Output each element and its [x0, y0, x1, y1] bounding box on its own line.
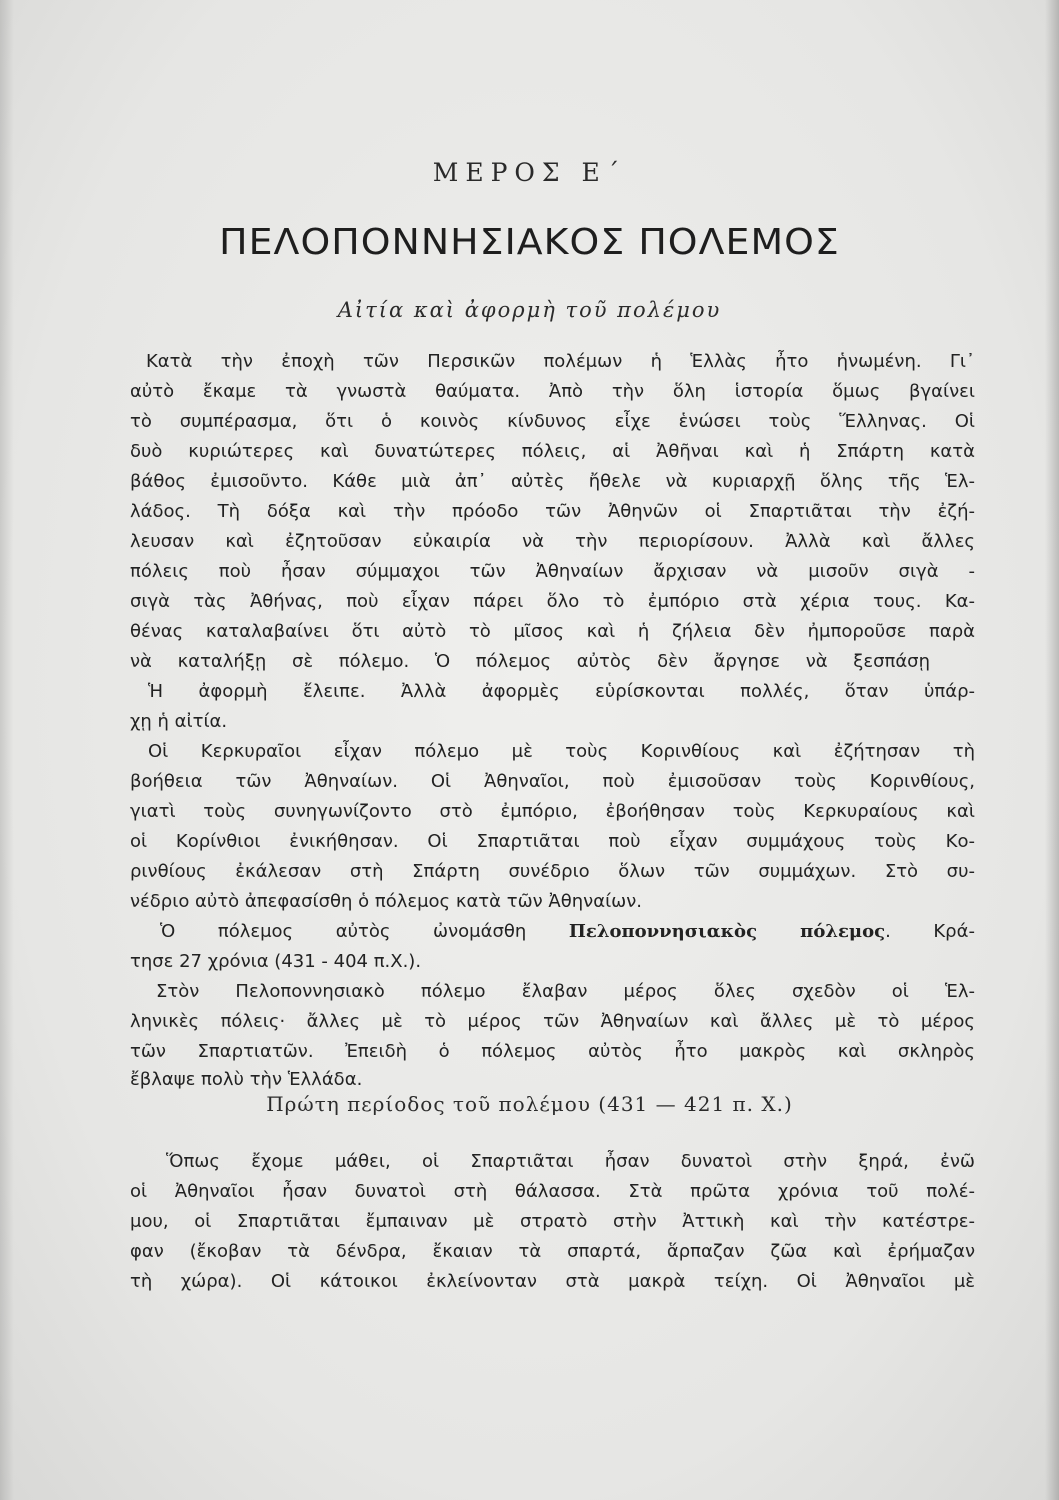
text-line: ἔβλαψε πολὺ τὴν Ἑλλάδα. — [130, 1069, 363, 1090]
text-line: τὸ συμπέρασμα, ὅτι ὁ κοινὸς κίνδυνος εἶχε ἑνώσει τοὺς Ἕλληνας. Οἱ — [130, 411, 975, 432]
text-line: Κατὰ τὴν ἐποχὴ τῶν Περσικῶν πολέμων ἡ Ἑλλὰς ἦτο ἡνωμένη. Γι᾿ — [146, 351, 975, 372]
text-line: βάθος ἐμισοῦντο. Κάθε μιὰ ἀπ᾿ αὐτὲς ἤθελε νὰ κυριαρχῇ ὅλης τῆς Ἑλ- — [130, 471, 975, 492]
text-line: νὰ καταλήξῃ σὲ πόλεμο. Ὁ πόλεμος αὐτὸς δὲν ἄργησε νὰ ξεσπάσῃ — [130, 651, 930, 672]
text-line: γιατὶ τοὺς συνηγωνίζοντο στὸ ἐμπόριο, ἐβοήθησαν τοὺς Κερκυραίους καὶ — [130, 801, 975, 822]
text-line: λευσαν καὶ ἐζητοῦσαν εὐκαιρία νὰ τὴν περιορίσουν. Ἀλλὰ καὶ ἄλλες — [130, 531, 975, 552]
text-line: λάδος. Τὴ δόξα καὶ τὴν πρόοδο τῶν Ἀθηνῶν οἱ Σπαρτιᾶται τὴν ἐζή- — [130, 501, 975, 522]
text-line: τῶν Σπαρτιατῶν. Ἐπειδὴ ὁ πόλεμος αὐτὸς ἦτο μακρὸς καὶ σκληρὸς — [130, 1041, 975, 1062]
text-line: δυὸ κυριώτερες καὶ δυνατώτερες πόλεις, αἱ Ἀθῆναι καὶ ἡ Σπάρτη κατὰ — [130, 441, 975, 462]
text-line: σιγὰ τὰς Ἀθήνας, ποὺ εἶχαν πάρει ὅλο τὸ ἐμπόριο στὰ χέρια τους. Κα- — [130, 591, 975, 612]
section-title: Πρώτη περίοδος τοῦ πολέμου (431 — 421 π. Χ.) — [266, 1092, 793, 1116]
text-line: αὐτὸ ἔκαμε τὰ γνωστὰ θαύματα. Ἀπὸ τὴν ὅλη ἱστορία ὅμως βγαίνει — [130, 381, 975, 402]
text-line: οἱ Ἀθηναῖοι ἦσαν δυνατοὶ στὴ θάλασσα. Στὰ πρῶτα χρόνια τοῦ πολέ- — [130, 1181, 975, 1202]
text-line: τησε 27 χρόνια (431 - 404 π.Χ.). — [130, 951, 422, 972]
war-name: Πελοποννησιακὸς πόλεμος — [568, 921, 886, 942]
text-line: οἱ Κορίνθιοι ἐνικήθησαν. Οἱ Σπαρτιᾶται ποὺ εἶχαν συμμάχους τοὺς Κο- — [130, 831, 975, 852]
text-line: μου, οἱ Σπαρτιᾶται ἔμπαιναν μὲ στρατὸ στὴν Ἀττικὴ καὶ τὴν κατέστρε- — [130, 1211, 975, 1232]
text-line: τὴ χώρα). Οἱ κάτοικοι ἐκλείνονταν στὰ μακρὰ τείχη. Οἱ Ἀθηναῖοι μὲ — [130, 1271, 975, 1292]
text-line: νέδριο αὐτὸ ἀπεφασίσθη ὁ πόλεμος κατὰ τῶν Ἀθηναίων. — [130, 891, 643, 912]
text-line: χῃ ἡ αἰτία. — [130, 711, 228, 732]
text-line: θένας καταλαβαίνει ὅτι αὐτὸ τὸ μῖσος καὶ ἡ ζήλεια δὲν ἠμποροῦσε παρὰ — [130, 621, 975, 642]
text-line-named — [160, 920, 975, 944]
text-line: Ὅπως ἔχομε μάθει, οἱ Σπαρτιᾶται ἦσαν δυνατοὶ στὴν ξηρά, ἐνῶ — [166, 1151, 975, 1172]
text-line: ληνικὲς πόλεις· ἄλλες μὲ τὸ μέρος τῶν Ἀθηναίων καὶ ἄλλες μὲ τὸ μέρος — [130, 1011, 975, 1032]
text-line: ρινθίους ἐκάλεσαν στὴ Σπάρτη συνέδριο ὅλων τῶν συμμάχων. Στὸ συ- — [130, 861, 975, 882]
part-label: ΜΕΡΟΣ Ε΄ — [432, 158, 627, 187]
named-line-suffix: . Κρά- — [885, 921, 975, 942]
text-line: Οἱ Κερκυραῖοι εἶχαν πόλεμο μὲ τοὺς Κορινθίους καὶ ἐζήτησαν τὴ — [148, 741, 975, 762]
text-line: πόλεις ποὺ ἦσαν σύμμαχοι τῶν Ἀθηναίων ἄρχισαν νὰ μισοῦν σιγὰ - — [130, 561, 975, 582]
text-line: φαν (ἔκοβαν τὰ δένδρα, ἔκαιαν τὰ σπαρτά, ἅρπαζαν ζῶα καὶ ἐρήμαζαν — [130, 1241, 975, 1262]
text-line: Ἡ ἀφορμὴ ἔλειπε. Ἀλλὰ ἀφορμὲς εὑρίσκονται πολλές, ὅταν ὑπάρ- — [148, 681, 975, 702]
text-line: βοήθεια τῶν Ἀθηναίων. Οἱ Ἀθηναῖοι, ποὺ ἐμισοῦσαν τοὺς Κορινθίους, — [130, 771, 975, 792]
text-line: Στὸν Πελοποννησιακὸ πόλεμο ἔλαβαν μέρος ὅλες σχεδὸν οἱ Ἑλ- — [156, 981, 975, 1002]
chapter-title: ΠΕΛΟΠΟΝΝΗΣΙΑΚΟΣ ΠΟΛΕΜΟΣ — [219, 222, 840, 263]
named-line-prefix: Ὁ πόλεμος αὐτὸς ὠνομάσθη — [160, 921, 527, 942]
chapter-subtitle: Αἰτία καὶ ἀφορμὴ τοῦ πολέμου — [337, 298, 722, 322]
